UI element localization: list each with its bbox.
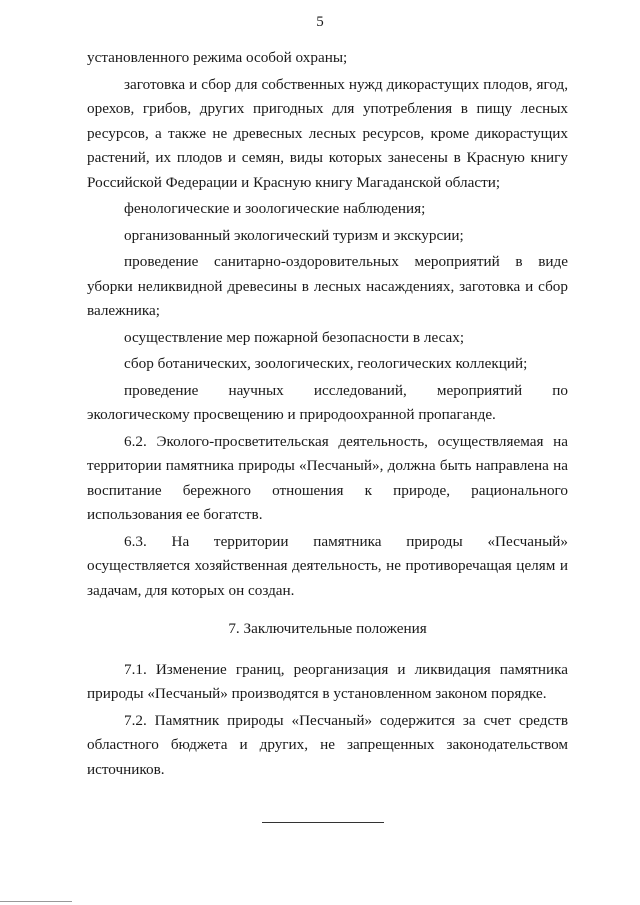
paragraph: 7.1. Изменение границ, реорганизация и ликвидация памятника природы «Песчаный» производятся в установленном законом порядке.	[87, 660, 568, 702]
paragraph: 6.3. На территории памятника природы «Песчаный» осуществляется хозяйственная деятельность, не противоречащая целям и задачам, для которых он создан.	[87, 532, 568, 599]
paragraph: осуществление мер пожарной безопасности в лесах;	[124, 328, 465, 346]
paragraph: 6.2. Эколого-просветительская деятельность, осуществляемая на территории памятника природы «Песчаный», должна быть направлена на воспитание бережного отношения к природе, рационального использования ее богатств.	[87, 432, 568, 523]
paragraph: организованный экологический туризм и экскурсии;	[124, 226, 464, 244]
paragraph: заготовка и сбор для собственных нужд дикорастущих плодов, ягод, орехов, грибов, других пригодных для употребления в пищу лесных ресурсов, а также не древесных лесных ресурсов, кроме дикорастущих растений, их плодов и семян, виды которых занесены в Красную книгу Российской Федерации и Красную книгу Магаданской области;	[87, 75, 568, 191]
paragraph: сбор ботанических, зоологических, геологических коллекций;	[124, 355, 528, 372]
footer-line	[0, 901, 72, 902]
section-heading: 7. Заключительные положения	[228, 620, 427, 637]
paragraph: проведение санитарно-оздоровительных мероприятий в виде уборки неликвидной древесины в лесных насаждениях, заготовка и сбор валежника;	[87, 253, 568, 319]
document-body	[87, 46, 568, 782]
paragraph: 7.2. Памятник природы «Песчаный» содержится за счет средств областного бюджета и других, не запрещенных законодательством источников.	[87, 711, 568, 778]
page-number: 5	[316, 14, 324, 30]
paragraph: фенологические и зоологические наблюдения;	[124, 200, 426, 217]
paragraph: проведение научных исследований, мероприятий по экологическому просвещению и природоохранной пропаганде.	[87, 381, 568, 423]
paragraph: установленного режима особой охраны;	[87, 49, 348, 66]
end-of-document-rule	[262, 822, 384, 823]
